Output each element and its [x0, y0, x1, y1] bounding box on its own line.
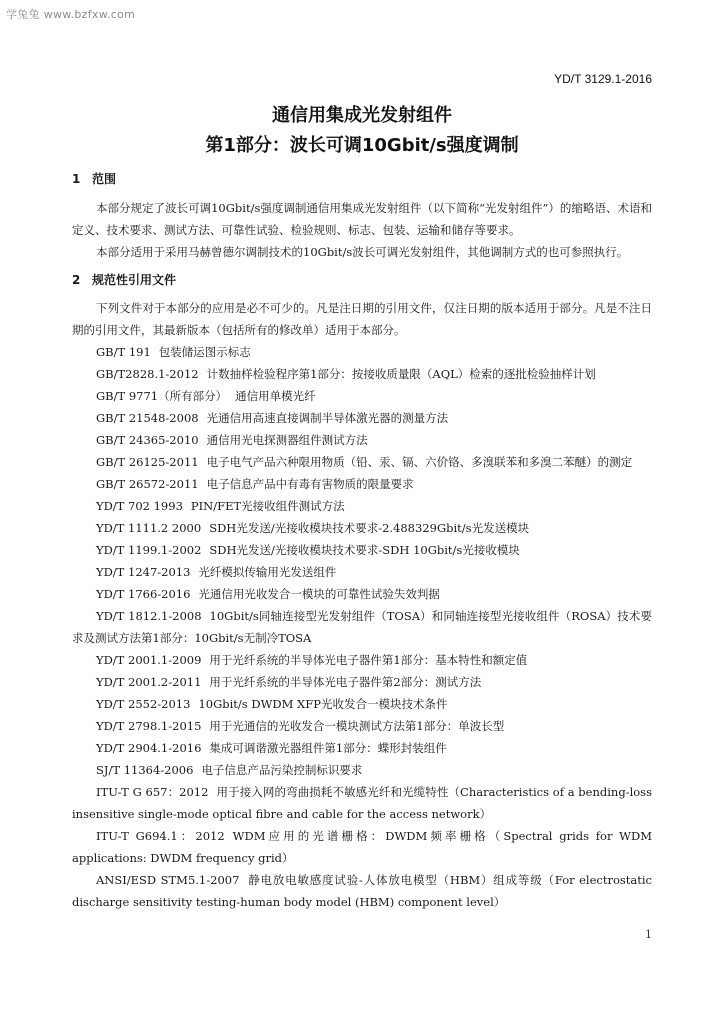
reference-item — [72, 341, 652, 363]
reference-title: 通信用光电探测器组件测试方法 — [206, 433, 368, 447]
document-title: 通信用集成光发射组件 — [272, 105, 452, 126]
section-1-heading — [72, 170, 116, 187]
reference-list — [72, 341, 652, 913]
reference-item — [72, 407, 652, 429]
reference-title: WDM应用的光谱栅格：DWDM频率栅格（Spectral grids for WDM applications: DWDM frequency grid） — [72, 829, 652, 865]
reference-title: 用于接入网的弯曲损耗不敏感光纤和光缆特性（Characteristics of a bending-loss insensitive single-mode optical fibre and cable for the access network） — [72, 785, 652, 821]
reference-code: YD/T 2904.1-2016 — [96, 741, 202, 755]
reference-item — [72, 561, 652, 583]
reference-item — [72, 385, 652, 407]
reference-title: 电子信息产品污染控制标识要求 — [201, 763, 363, 777]
reference-item — [72, 429, 652, 451]
reference-item — [72, 605, 652, 649]
document-subtitle: 第1部分：波长可调10Gbit/s强度调制 — [205, 135, 519, 156]
reference-code: GB/T 21548-2008 — [96, 411, 199, 425]
reference-item — [72, 693, 652, 715]
reference-code: GB/T 26572-2011 — [96, 477, 199, 491]
reference-code: YD/T 1812.1-2008 — [96, 609, 202, 623]
reference-title: SDH光发送/光接收模块技术要求-2.488329Gbit/s光发送模块 — [209, 521, 530, 535]
reference-item — [72, 759, 652, 781]
reference-title: 集成可调谐激光器组件第1部分：蝶形封装组件 — [209, 741, 447, 755]
reference-title: 电子电气产品六种限用物质（铅、汞、镉、六价铬、多溴联苯和多溴二苯醚）的测定 — [206, 455, 633, 469]
reference-title: 计数抽样检验程序第1部分：按接收质量限（AQL）检索的逐批检验抽样计划 — [206, 367, 596, 381]
reference-title: 光通信用高速直接调制半导体激光器的测量方法 — [206, 411, 449, 425]
reference-item — [72, 539, 652, 561]
reference-code: GB/T 26125-2011 — [96, 455, 199, 469]
reference-code: GB/T 24365-2010 — [96, 433, 199, 447]
reference-title: 10Gbit/s DWDM XFP光收发合一模块技术条件 — [198, 697, 448, 711]
reference-code: YD/T 1247-2013 — [96, 565, 191, 579]
reference-code: YD/T 2798.1-2015 — [96, 719, 202, 733]
reference-code: GB/T 191 — [96, 345, 151, 359]
section-title: 范围 — [92, 172, 117, 186]
reference-code: YD/T 1199.1-2002 — [96, 543, 202, 557]
reference-code: ITU-T G694.1：2012 — [96, 829, 225, 843]
reference-code: GB/T 9771（所有部分） — [96, 389, 228, 403]
reference-item — [72, 671, 652, 693]
reference-title: PIN/FET光接收组件测试方法 — [190, 499, 345, 513]
reference-code: YD/T 2001.1-2009 — [96, 653, 202, 667]
document-number: YD/T 3129.1-2016 — [554, 72, 652, 86]
reference-code: YD/T 2001.2-2011 — [96, 675, 202, 689]
section-number: 2 — [72, 273, 81, 287]
reference-title: 用于光纤系统的半导体光电子器件第2部分：测试方法 — [209, 675, 482, 689]
reference-title: 光纤模拟传输用光发送组件 — [198, 565, 337, 579]
reference-code: YD/T 702 1993 — [96, 499, 183, 513]
reference-code: GB/T2828.1-2012 — [96, 367, 199, 381]
reference-title: SDH光发送/光接收模块技术要求-SDH 10Gbit/s光接收模块 — [209, 543, 520, 557]
page-number: 1 — [645, 928, 652, 941]
reference-item — [72, 495, 652, 517]
reference-code: ITU-T G 657：2012 — [96, 785, 209, 799]
reference-item — [72, 869, 652, 913]
reference-code: YD/T 2552-2013 — [96, 697, 191, 711]
reference-item — [72, 737, 652, 759]
reference-title: 10Gbit/s同轴连接型光发射组件（TOSA）和同轴连接型光接收组件（ROSA）技术要求及测试方法第1部分：10Gbit/s无制冷TOSA — [72, 609, 652, 645]
reference-item — [72, 451, 652, 473]
reference-code: ANSI/ESD STM5.1-2007 — [96, 873, 240, 887]
reference-item — [72, 583, 652, 605]
reference-code: YD/T 1111.2 2000 — [96, 521, 202, 535]
scope-paragraph-1: 本部分规定了波长可调10Gbit/s强度调制通信用集成光发射组件（以下简称“光发射组件”）的缩略语、术语和定义、技术要求、测试方法、可靠性试验、检验规则、标志、包装、运输和储存等要求。 — [72, 201, 652, 237]
reference-title: 静电放电敏感度试验-人体放电模型（HBM）组成等级（For electrostatic discharge sensitivity testing-human body model (HBM) component level） — [72, 873, 652, 909]
reference-item — [72, 715, 652, 737]
reference-item — [72, 473, 652, 495]
reference-item — [72, 825, 652, 869]
reference-title: 包装储运图示标志 — [158, 345, 251, 359]
section-title: 规范性引用文件 — [92, 273, 177, 287]
reference-title: 光通信用光收发合一模块的可靠性试验失效判据 — [198, 587, 440, 601]
reference-title: 用于光通信的光收发合一模块测试方法第1部分：单波长型 — [209, 719, 505, 733]
reference-item — [72, 649, 652, 671]
reference-title: 通信用单模光纤 — [235, 389, 316, 403]
section-number: 1 — [72, 172, 81, 186]
reference-item — [72, 781, 652, 825]
references-intro: 下列文件对于本部分的应用是必不可少的。凡是注日期的引用文件，仅注日期的版本适用于部分。凡是不注日期的引用文件，其最新版本（包括所有的修改单）适用于本部分。 — [72, 301, 652, 337]
section-2-heading — [72, 271, 176, 288]
reference-code: YD/T 1766-2016 — [96, 587, 191, 601]
reference-title: 用于光纤系统的半导体光电子器件第1部分：基本特性和额定值 — [209, 653, 528, 667]
reference-item — [72, 517, 652, 539]
scope-paragraph-2: 本部分适用于采用马赫曾德尔调制技术的10Gbit/s波长可调光发射组件，其他调制方式的也可参照执行。 — [96, 245, 629, 259]
watermark-text: 学兔兔 www.bzfxw.com — [6, 8, 136, 21]
reference-item — [72, 363, 652, 385]
reference-title: 电子信息产品中有毒有害物质的限量要求 — [206, 477, 414, 491]
reference-code: SJ/T 11364-2006 — [96, 763, 194, 777]
